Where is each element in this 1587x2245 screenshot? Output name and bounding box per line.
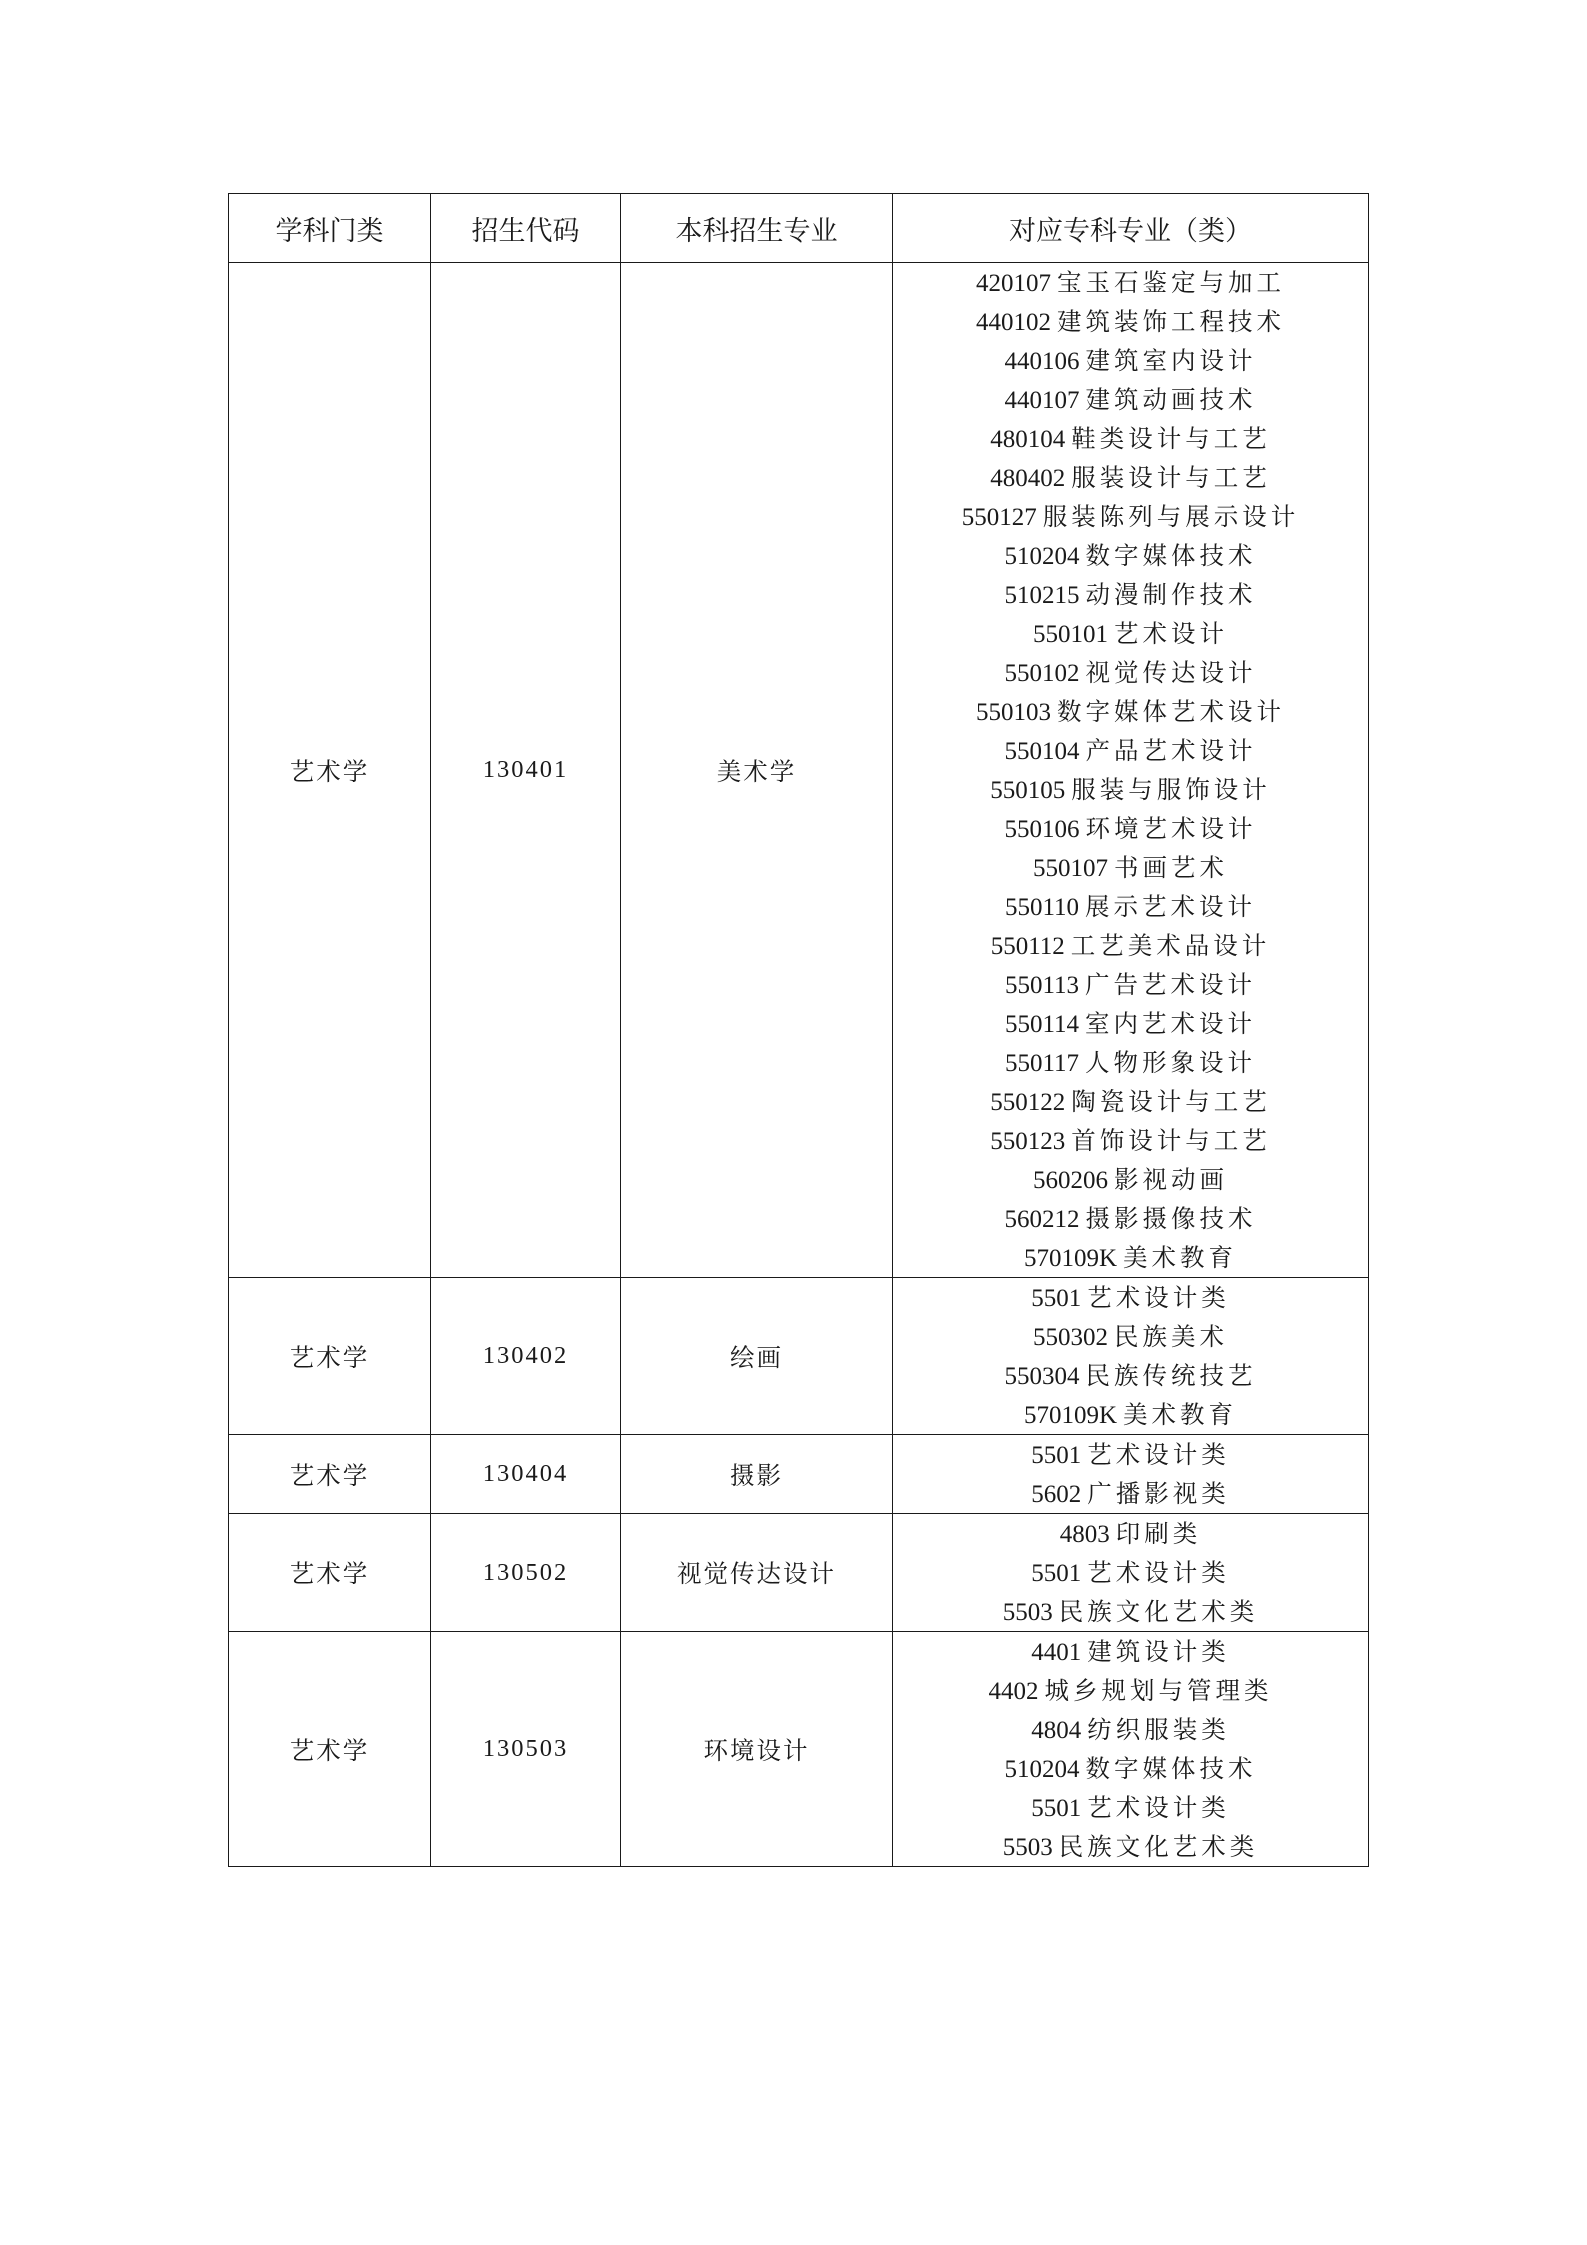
program-list <box>893 1632 1368 1866</box>
program-code: 570109K <box>1023 1402 1118 1429</box>
category-cell: 艺术学 <box>229 1514 431 1632</box>
program-name: 民族文化艺术类 <box>1058 1832 1259 1861</box>
program-code: 550304 <box>1004 1363 1080 1390</box>
programs-cell <box>893 1435 1369 1514</box>
program-item <box>893 1004 1368 1043</box>
header-category: 学科门类 <box>229 194 431 263</box>
major-cell: 绘画 <box>621 1278 893 1435</box>
program-item <box>893 1671 1368 1710</box>
program-code: 550123 <box>990 1128 1066 1155</box>
program-item <box>893 653 1368 692</box>
program-code: 5503 <box>1002 1599 1053 1626</box>
program-code: 480402 <box>990 465 1066 492</box>
program-name: 艺术设计类 <box>1087 1793 1230 1822</box>
program-item <box>893 1632 1368 1671</box>
program-item <box>893 1317 1368 1356</box>
header-junior-college-programs: 对应专科专业（类） <box>893 194 1369 263</box>
program-code: 4804 <box>1031 1717 1082 1744</box>
program-name: 鞋类设计与工艺 <box>1071 424 1271 453</box>
table-body <box>229 263 1369 1867</box>
program-name: 艺术设计类 <box>1087 1440 1230 1469</box>
program-name: 服装设计与工艺 <box>1071 463 1271 492</box>
program-name: 美术教育 <box>1123 1243 1238 1272</box>
program-name: 建筑装饰工程技术 <box>1057 307 1285 336</box>
program-item <box>893 692 1368 731</box>
program-item <box>893 1082 1368 1121</box>
programs-cell <box>893 1632 1369 1867</box>
program-code: 550103 <box>976 699 1051 726</box>
program-item <box>893 770 1368 809</box>
program-name: 服装与服饰设计 <box>1071 775 1271 804</box>
programs-cell <box>893 1514 1369 1632</box>
program-list <box>893 1514 1368 1631</box>
program-item <box>893 1356 1368 1395</box>
program-code: 550114 <box>1004 1011 1080 1038</box>
program-list <box>893 263 1368 1277</box>
program-name: 广告艺术设计 <box>1085 970 1257 999</box>
program-code: 550112 <box>990 933 1065 960</box>
program-code: 420107 <box>976 270 1051 297</box>
program-code: 5501 <box>1031 1285 1082 1312</box>
program-name: 工艺美术品设计 <box>1070 931 1271 960</box>
program-item <box>893 1474 1368 1513</box>
program-item <box>893 380 1368 419</box>
program-name: 广播影视类 <box>1087 1479 1230 1508</box>
program-code: 510204 <box>1004 543 1080 570</box>
enroll-code-cell: 130503 <box>431 1632 621 1867</box>
program-code: 5503 <box>1002 1834 1053 1861</box>
programs-cell <box>893 263 1369 1278</box>
program-code: 5501 <box>1031 1442 1082 1469</box>
program-code: 550127 <box>961 504 1037 531</box>
enroll-code-cell: 130502 <box>431 1514 621 1632</box>
program-name: 摄影摄像技术 <box>1085 1204 1257 1233</box>
program-item <box>893 1435 1368 1474</box>
program-name: 建筑动画技术 <box>1085 385 1257 414</box>
program-item <box>893 263 1368 302</box>
program-code: 550105 <box>990 777 1066 804</box>
program-name: 环境艺术设计 <box>1085 814 1257 843</box>
program-item <box>893 1160 1368 1199</box>
enroll-code-cell: 130401 <box>431 263 621 1278</box>
major-cell: 美术学 <box>621 263 893 1278</box>
program-code: 440102 <box>976 309 1051 336</box>
program-name: 影视动画 <box>1114 1165 1228 1194</box>
program-name: 书画艺术 <box>1114 853 1228 882</box>
program-name: 纺织服装类 <box>1087 1715 1230 1744</box>
enroll-code-cell: 130404 <box>431 1435 621 1514</box>
enroll-code-cell: 130402 <box>431 1278 621 1435</box>
program-item <box>893 1710 1368 1749</box>
program-code: 4402 <box>988 1678 1039 1705</box>
program-name: 民族传统技艺 <box>1085 1361 1257 1390</box>
program-name: 首饰设计与工艺 <box>1071 1126 1271 1155</box>
majors-table <box>228 193 1369 1867</box>
program-item <box>893 809 1368 848</box>
program-name: 数字媒体技术 <box>1085 541 1257 570</box>
category-cell: 艺术学 <box>229 1435 431 1514</box>
program-item <box>893 887 1368 926</box>
program-item <box>893 497 1368 536</box>
program-code: 440107 <box>1004 387 1080 414</box>
table-row <box>229 1435 1369 1514</box>
program-code: 550102 <box>1004 660 1080 687</box>
program-code: 560206 <box>1033 1167 1108 1194</box>
program-code: 550302 <box>1033 1324 1108 1351</box>
category-cell: 艺术学 <box>229 1632 431 1867</box>
program-code: 510215 <box>1004 582 1080 609</box>
program-name: 印刷类 <box>1115 1519 1202 1548</box>
program-item <box>893 614 1368 653</box>
program-item <box>893 536 1368 575</box>
program-name: 室内艺术设计 <box>1085 1009 1257 1038</box>
table-row <box>229 1632 1369 1867</box>
header-enroll-code: 招生代码 <box>431 194 621 263</box>
program-code: 550104 <box>1004 738 1080 765</box>
program-code: 550110 <box>1004 894 1080 921</box>
program-item <box>893 1553 1368 1592</box>
program-name: 艺术设计类 <box>1087 1558 1230 1587</box>
program-item <box>893 1592 1368 1631</box>
program-name: 美术教育 <box>1123 1400 1238 1429</box>
program-code: 4401 <box>1031 1639 1082 1666</box>
table-row <box>229 1514 1369 1632</box>
program-item <box>893 731 1368 770</box>
program-code: 550113 <box>1004 972 1080 999</box>
program-name: 建筑设计类 <box>1087 1637 1230 1666</box>
program-item <box>893 848 1368 887</box>
program-code: 550106 <box>1004 816 1080 843</box>
program-code: 550101 <box>1033 621 1108 648</box>
program-item <box>893 575 1368 614</box>
major-cell: 环境设计 <box>621 1632 893 1867</box>
program-list <box>893 1278 1368 1434</box>
program-name: 宝玉石鉴定与加工 <box>1057 268 1285 297</box>
program-item <box>893 1278 1368 1317</box>
header-row <box>229 194 1369 263</box>
program-item <box>893 419 1368 458</box>
program-name: 民族美术 <box>1114 1322 1228 1351</box>
program-item <box>893 1121 1368 1160</box>
program-code: 4803 <box>1059 1521 1110 1548</box>
major-cell: 视觉传达设计 <box>621 1514 893 1632</box>
program-item <box>893 926 1368 965</box>
program-name: 民族文化艺术类 <box>1058 1597 1259 1626</box>
program-item <box>893 1395 1368 1434</box>
program-name: 陶瓷设计与工艺 <box>1071 1087 1271 1116</box>
program-name: 艺术设计类 <box>1087 1283 1230 1312</box>
program-code: 550122 <box>990 1089 1066 1116</box>
major-cell: 摄影 <box>621 1435 893 1514</box>
table-row <box>229 263 1369 1278</box>
program-name: 产品艺术设计 <box>1085 736 1257 765</box>
program-code: 5602 <box>1031 1481 1082 1508</box>
program-name: 数字媒体技术 <box>1085 1754 1257 1783</box>
program-code: 560212 <box>1004 1206 1080 1233</box>
category-cell: 艺术学 <box>229 1278 431 1435</box>
program-item <box>893 965 1368 1004</box>
program-item <box>893 302 1368 341</box>
program-code: 440106 <box>1004 348 1080 375</box>
program-item <box>893 1514 1368 1553</box>
program-code: 550117 <box>1004 1050 1080 1077</box>
program-code: 5501 <box>1031 1795 1082 1822</box>
program-name: 视觉传达设计 <box>1085 658 1257 687</box>
program-item <box>893 1238 1368 1277</box>
program-code: 480104 <box>990 426 1066 453</box>
program-item <box>893 1827 1368 1866</box>
program-name: 建筑室内设计 <box>1085 346 1257 375</box>
table-row <box>229 1278 1369 1435</box>
program-name: 城乡规划与管理类 <box>1044 1676 1273 1705</box>
category-cell: 艺术学 <box>229 263 431 1278</box>
program-code: 570109K <box>1023 1245 1118 1272</box>
program-name: 展示艺术设计 <box>1085 892 1257 921</box>
program-name: 人物形象设计 <box>1085 1048 1257 1077</box>
program-code: 550107 <box>1033 855 1108 882</box>
program-name: 动漫制作技术 <box>1085 580 1257 609</box>
program-item <box>893 1043 1368 1082</box>
program-list <box>893 1435 1368 1513</box>
program-name: 服装陈列与展示设计 <box>1042 502 1300 531</box>
program-item <box>893 1788 1368 1827</box>
program-item <box>893 1199 1368 1238</box>
program-code: 510204 <box>1004 1756 1080 1783</box>
program-item <box>893 458 1368 497</box>
program-name: 数字媒体艺术设计 <box>1057 697 1285 726</box>
programs-cell <box>893 1278 1369 1435</box>
program-name: 艺术设计 <box>1114 619 1228 648</box>
header-undergrad-major: 本科招生专业 <box>621 194 893 263</box>
program-code: 5501 <box>1031 1560 1082 1587</box>
program-item <box>893 1749 1368 1788</box>
program-item <box>893 341 1368 380</box>
